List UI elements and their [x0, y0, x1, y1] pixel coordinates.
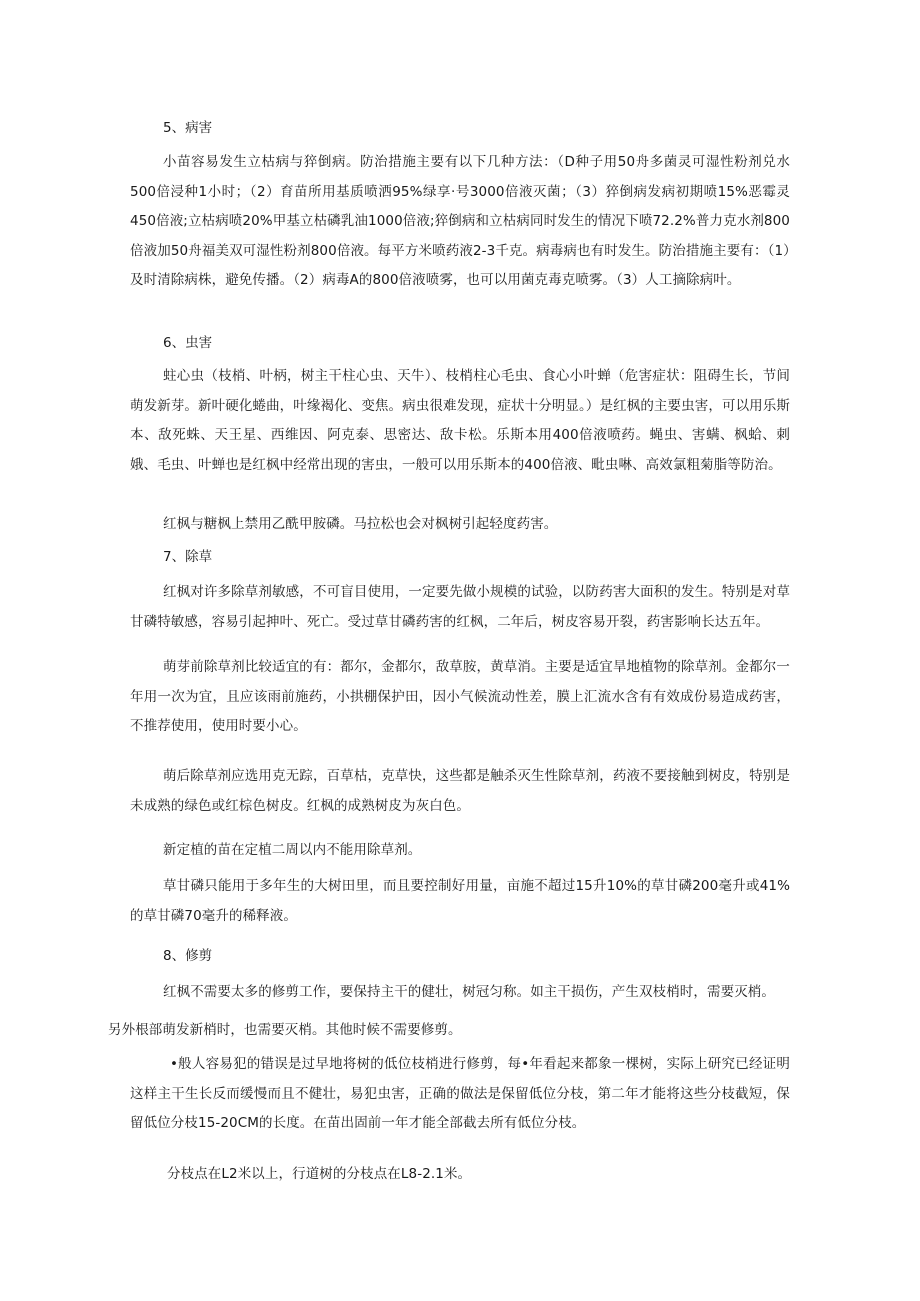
paragraph-herbicide-sensitivity: 红枫对许多除草剂敏感，不可盲目使用，一定要先做小规模的试验，以防药害大面积的发生。特别是对草甘磷特敏感，容易引起抻叶、死亡。受过草甘磷药害的红枫，二年后，树皮容易开裂，药害影响长达五年。: [130, 584, 790, 630]
section-heading-diseases: 5、病害: [163, 120, 213, 136]
paragraph-disease-control: 小苗容易发生立枯病与猝倒病。防治措施主要有以下几种方法：（D种子用50舟多菌灵可湿性粉剂兑水500倍浸种1小时；（2）育苗所用基质喷洒95%绿享·号3000倍液灭菌；（3）猝倒病发病初期喷15%恶霉灵450倍液;立枯病喷20%甲基立枯磷乳油1000倍液;猝倒病和立枯病同时发生的情况下喷72.2%普力克水剂800倍液加50舟福美双可湿性粉剂800倍液。每平方米喷药液2-3千克。病毒病也有时发生。防治措施主要有：（1）及时清除病株，避免传播。（2）病毒A的800倍液喷雾，也可以用菌克毒克喷雾。（3）人工摘除病叶。: [130, 154, 790, 288]
section-heading-pests: 6、虫害: [163, 335, 213, 351]
paragraph-branch-height: 分枝点在L2米以上，行道树的分枝点在L8-2.1米。: [167, 1166, 472, 1182]
paragraph-pruning-basics: 红枫不需要太多的修剪工作，要保持主干的健壮，树冠匀称。如主干损伤，产生双枝梢时，需要灭梢。: [163, 984, 775, 1000]
paragraph-root-suckers: 另外根部萌发新梢时，也需要灭梢。其他时候不需要修剪。: [108, 1022, 462, 1038]
paragraph-common-mistakes: •般人容易犯的错误是过早地将树的低位枝梢进行修剪，每•年看起来都象一棵树，实际上研究已经证明这样主干生长反而缓慢而且不健壮，易犯虫害，正确的做法是保留低位分枝，第二年才能将这些分枝截短，保留低位分枝15-20CM的长度。在苗出固前一年才能全部截去所有低位分枝。: [130, 1056, 790, 1131]
section-heading-pruning: 8、修剪: [163, 948, 213, 964]
paragraph-pre-emergence-herbicides: 萌芽前除草剂比较适宜的有：都尔，金都尔，敌草胺，黄草消。主要是适宜旱地植物的除草剂。金都尔一年用一次为宜，且应该雨前施药，小拱棚保护田，因小气候流动性差，膜上汇流水含有有效成份易造成药害，不推荐使用，使用时要小心。: [130, 659, 790, 734]
paragraph-post-emergence-herbicides: 萌后除草剂应选用克无踪，百草枯，克草快，这些都是触杀灭生性除草剂，药液不要接触到树皮，特别是未成熟的绿色或红棕色树皮。红枫的成熟树皮为灰白色。: [130, 768, 790, 814]
section-heading-weeding: 7、除草: [163, 549, 213, 565]
paragraph-new-seedlings: 新定植的苗在定植二周以内不能用除草剂。: [163, 842, 422, 858]
paragraph-pest-control: 蛀心虫（枝梢、叶柄，树主干柱心虫、天牛）、枝梢柱心毛虫、食心小叶蝉（危害症状：阻碍生长，节间萌发新芽。新叶硬化蜷曲，叶缘褐化、变焦。病虫很难发现，症状十分明显。）是红枫的主要虫害，可以用乐斯本、敌死蛛、天王星、西维因、阿克泰、思密达、敌卡松。乐斯本用400倍液喷药。蝇虫、害螨、枫蛤、刺娥、毛虫、叶蝉也是红枫中经常出现的害虫，一般可以用乐斯本的400倍液、毗虫啉、高效氯粗菊脂等防治。: [130, 368, 790, 473]
paragraph-glyphosate-usage: 草甘磷只能用于多年生的大树田里，而且要控制好用量，亩施不超过15升10%的草甘磷200毫升或41%的草甘磷70毫升的稀释液。: [130, 878, 790, 924]
paragraph-pesticide-warning: 红枫与糖枫上禁用乙酰甲胺磷。马拉松也会对枫树引起轻度药害。: [163, 516, 558, 532]
